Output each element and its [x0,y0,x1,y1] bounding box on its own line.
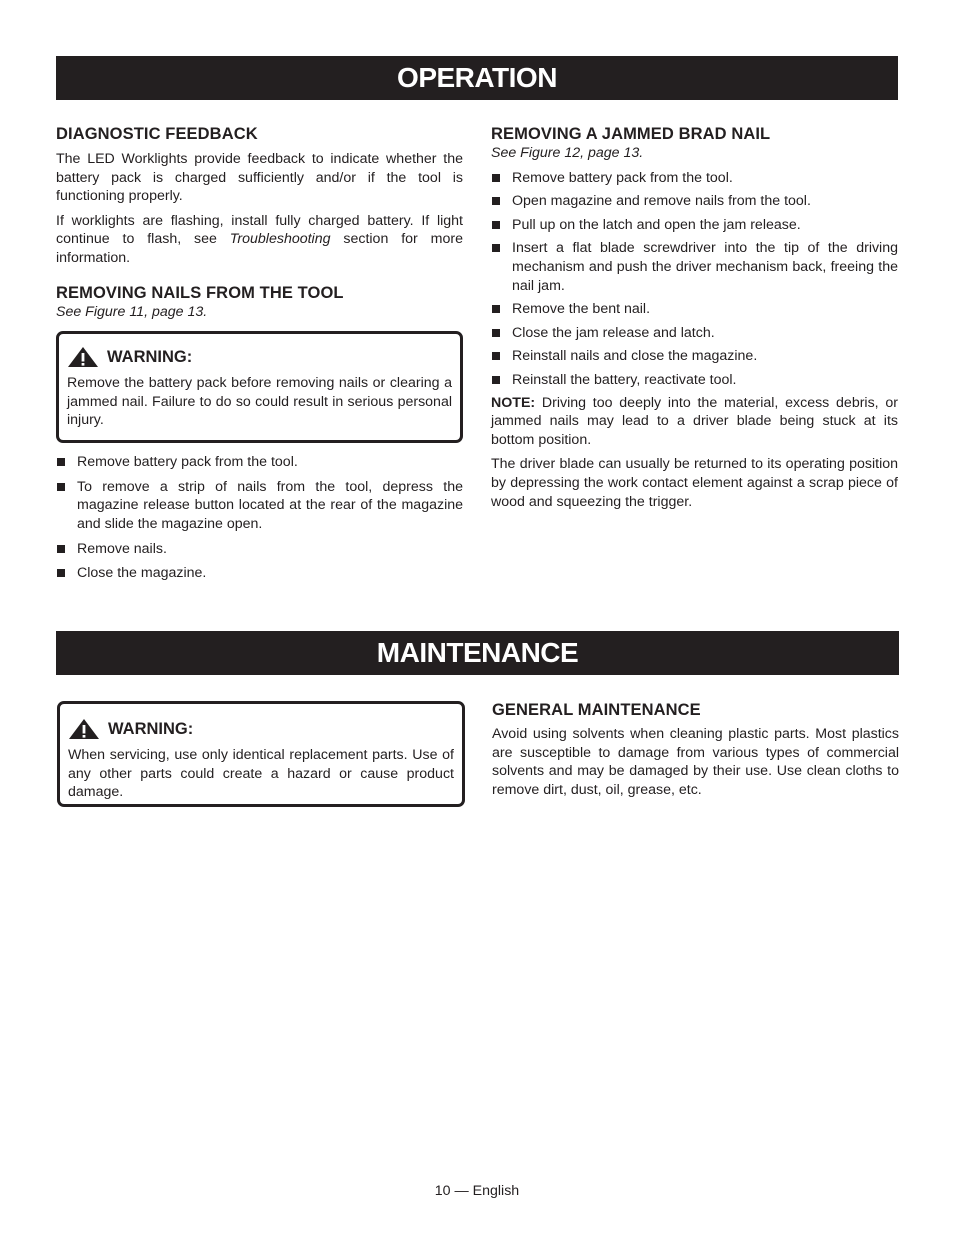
bullet-square-icon [492,174,500,182]
diagnostic-paragraph-1: The LED Worklights provide feedback to indicate whether the battery pack is charged sufficiently and/or if the tool is functioning properly. [56,151,463,205]
maintenance-right-column [492,700,899,799]
general-maintenance-text: Avoid using solvents when cleaning plastic parts. Most plastics are susceptible to damage from various types of commercial solvents and may be damaged by their use. Use clean cloths to remove dirt, dust, oil, grease, etc. [492,726,899,798]
list-item: To remove a strip of nails from the tool, depress the magazine release button located at the rear of the magazine and slide the magazine open. [56,478,463,534]
bullet-square-icon [492,376,500,384]
note-paragraph [491,394,898,450]
bullet-square-icon [492,197,500,205]
warning-heading [68,718,454,740]
operation-left-column [56,124,463,583]
diagnostic-p2-end: section for more information. [56,231,463,266]
list-item: Open magazine and remove nails from the tool. [491,192,898,211]
bullet-square-icon [57,545,65,553]
driver-blade-paragraph: The driver blade can usually be returned to its operating position by depressing the work contact element against a scrap piece of wood and squeezing the trigger. [491,456,898,510]
list-item: Remove nails. [56,540,463,559]
removing-nails-steps [56,453,463,583]
diagnostic-paragraph-2 [56,212,463,268]
operation-right-column [491,124,898,511]
note-text: Driving too deeply into the material, excess debris, or jammed nails may lead to a driver blade being stuck at its bottom position. [491,394,898,448]
maintenance-warning-box [57,701,465,807]
list-item: Reinstall the battery, reactivate tool. [491,371,898,390]
list-item: Close the jam release and latch. [491,324,898,343]
page-footer: 10 — English [434,1183,520,1199]
warning-heading [67,346,452,368]
general-maintenance-heading: GENERAL MAINTENANCE [492,701,701,719]
list-item: Insert a flat blade screwdriver into the tip of the driving mechanism and push the driver mechanism back, freeing the nail jam. [491,239,898,295]
bullet-square-icon [57,483,65,491]
warning-triangle-icon [67,346,99,368]
bullet-square-icon [57,569,65,577]
list-item: Reinstall nails and close the magazine. [491,347,898,366]
jammed-brad-heading: REMOVING A JAMMED BRAD NAIL [491,125,771,143]
bullet-square-icon [492,352,500,360]
bullet-square-icon [492,221,500,229]
maintenance-left-column [57,701,465,807]
warning-label: WARNING: [107,347,193,366]
operation-banner: OPERATION [56,56,898,100]
list-item: Remove battery pack from the tool. [56,453,463,472]
jammed-brad-figure-ref: See Figure 12, page 13. [491,145,644,161]
list-item: Remove battery pack from the tool. [491,169,898,188]
note-label: NOTE: [491,394,536,411]
list-item: Pull up on the latch and open the jam release. [491,216,898,235]
warning-text: When servicing, use only identical replacement parts. Use of any other parts could create a hazard or cause product damage. [68,747,454,801]
removing-nails-figure-ref: See Figure 11, page 13. [56,303,208,320]
diagnostic-heading: DIAGNOSTIC FEEDBACK [56,125,258,143]
warning-triangle-icon [68,718,100,740]
bullet-square-icon [57,458,65,466]
warning-label: WARNING: [108,719,194,738]
bullet-square-icon [492,305,500,313]
bullet-square-icon [492,244,500,252]
list-item: Close the magazine. [56,564,463,583]
maintenance-banner: MAINTENANCE [56,631,899,675]
bullet-square-icon [492,329,500,337]
list-item: Remove the bent nail. [491,300,898,319]
removing-nails-warning-box [56,331,463,443]
warning-text: Remove the battery pack before removing nails or clearing a jammed nail. Failure to do so could result in serious personal injury. [67,375,452,429]
troubleshooting-reference: Troubleshooting [229,231,331,248]
removing-nails-heading: REMOVING NAILS FROM THE TOOL [56,283,344,302]
diagnostic-p2-text: If worklights are flashing, install fully charged battery. If light continue to flash, see [56,212,463,248]
jammed-brad-steps [491,169,898,390]
